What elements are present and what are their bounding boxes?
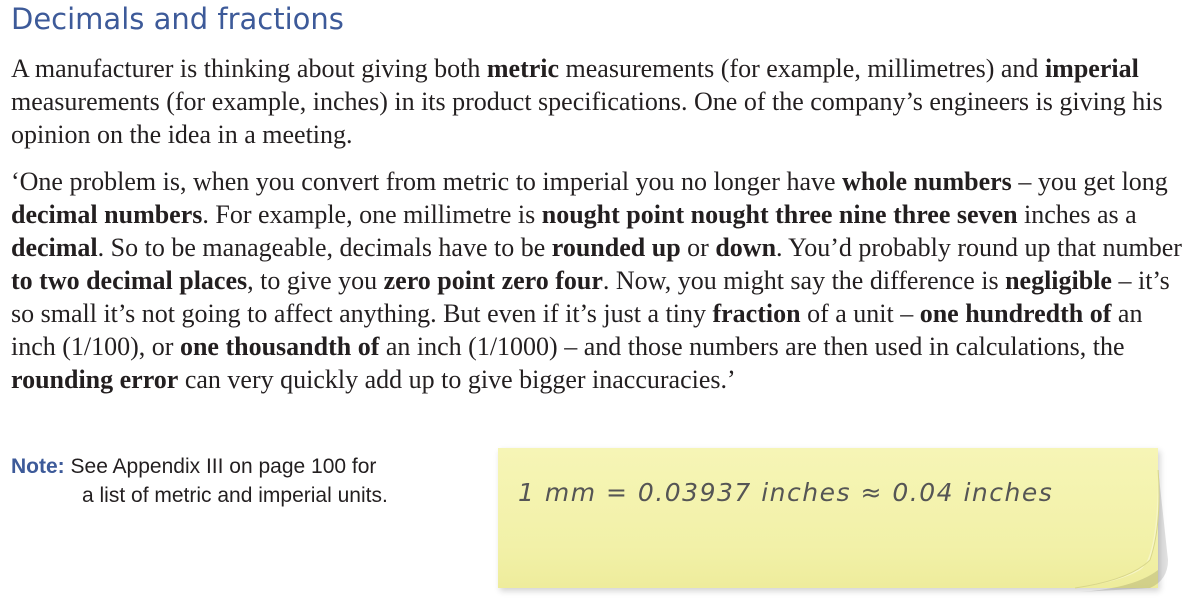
text-segment: an inch (1/100), or xyxy=(11,299,1143,361)
quote-paragraph xyxy=(11,165,1183,396)
note-line2: a list of metric and imperial units. xyxy=(82,484,388,507)
key-term: whole numbers xyxy=(842,167,1012,196)
sticky-note-curl xyxy=(1040,470,1170,595)
sticky-note-text: 1 mm = 0.03937 inches ≈ 0.04 inches xyxy=(518,478,1054,507)
text-segment: . Now, you might say the difference is xyxy=(602,266,1006,295)
text-segment: can very quickly add up to give bigger inaccuracies.’ xyxy=(178,365,736,394)
text-segment: an inch (1/1000) – and those numbers are then used in calculations, the xyxy=(379,332,1125,361)
key-term: fraction xyxy=(712,299,801,328)
curl-edge xyxy=(1075,470,1159,588)
key-term: to two decimal places xyxy=(11,266,248,295)
text-segment: measurements (for example, millimetres) and xyxy=(559,54,1045,83)
key-term: metric xyxy=(486,54,560,83)
curl-fold xyxy=(1075,470,1159,588)
text-segment: – it’s so small it’s not going to affect anything. But even if it’s just a tiny xyxy=(11,266,1170,328)
text-segment: . For example, one millimetre is xyxy=(202,200,542,229)
note-label: Note: xyxy=(11,455,65,478)
text-segment: or xyxy=(680,233,716,262)
key-term: one hundredth of xyxy=(919,299,1112,328)
key-term: down xyxy=(715,233,777,262)
text-segment: . So to be manageable, decimals have to be xyxy=(97,233,552,262)
key-term: zero point zero four xyxy=(383,266,603,295)
text-segment: . You’d probably round up that number xyxy=(776,233,1182,262)
key-term: rounding error xyxy=(11,365,179,394)
text-segment: , to give you xyxy=(247,266,384,295)
text-segment: A manufacturer is thinking about giving both xyxy=(11,54,487,83)
note-line1: See Appendix III on page 100 for xyxy=(64,455,377,478)
key-term: nought point nought three nine three seven xyxy=(541,200,1018,229)
key-term: one thousandth of xyxy=(179,332,380,361)
text-segment: ‘One problem is, when you convert from metric to imperial you no longer have xyxy=(11,167,843,196)
key-term: negligible xyxy=(1005,266,1112,295)
note-block xyxy=(11,452,388,510)
page-title: Decimals and fractions xyxy=(11,2,344,36)
intro-paragraph xyxy=(11,52,1183,151)
key-term: decimal xyxy=(11,233,98,262)
text-segment: measurements (for example, inches) in its product specifications. One of the company’s engineers is giving his opinion on the idea in a meeting. xyxy=(11,87,1163,149)
text-segment: of a unit – xyxy=(800,299,920,328)
key-term: imperial xyxy=(1044,54,1139,83)
text-segment: inches as a xyxy=(1017,200,1137,229)
text-segment: – you get long xyxy=(1011,167,1168,196)
key-term: decimal numbers xyxy=(11,200,203,229)
key-term: rounded up xyxy=(551,233,681,262)
